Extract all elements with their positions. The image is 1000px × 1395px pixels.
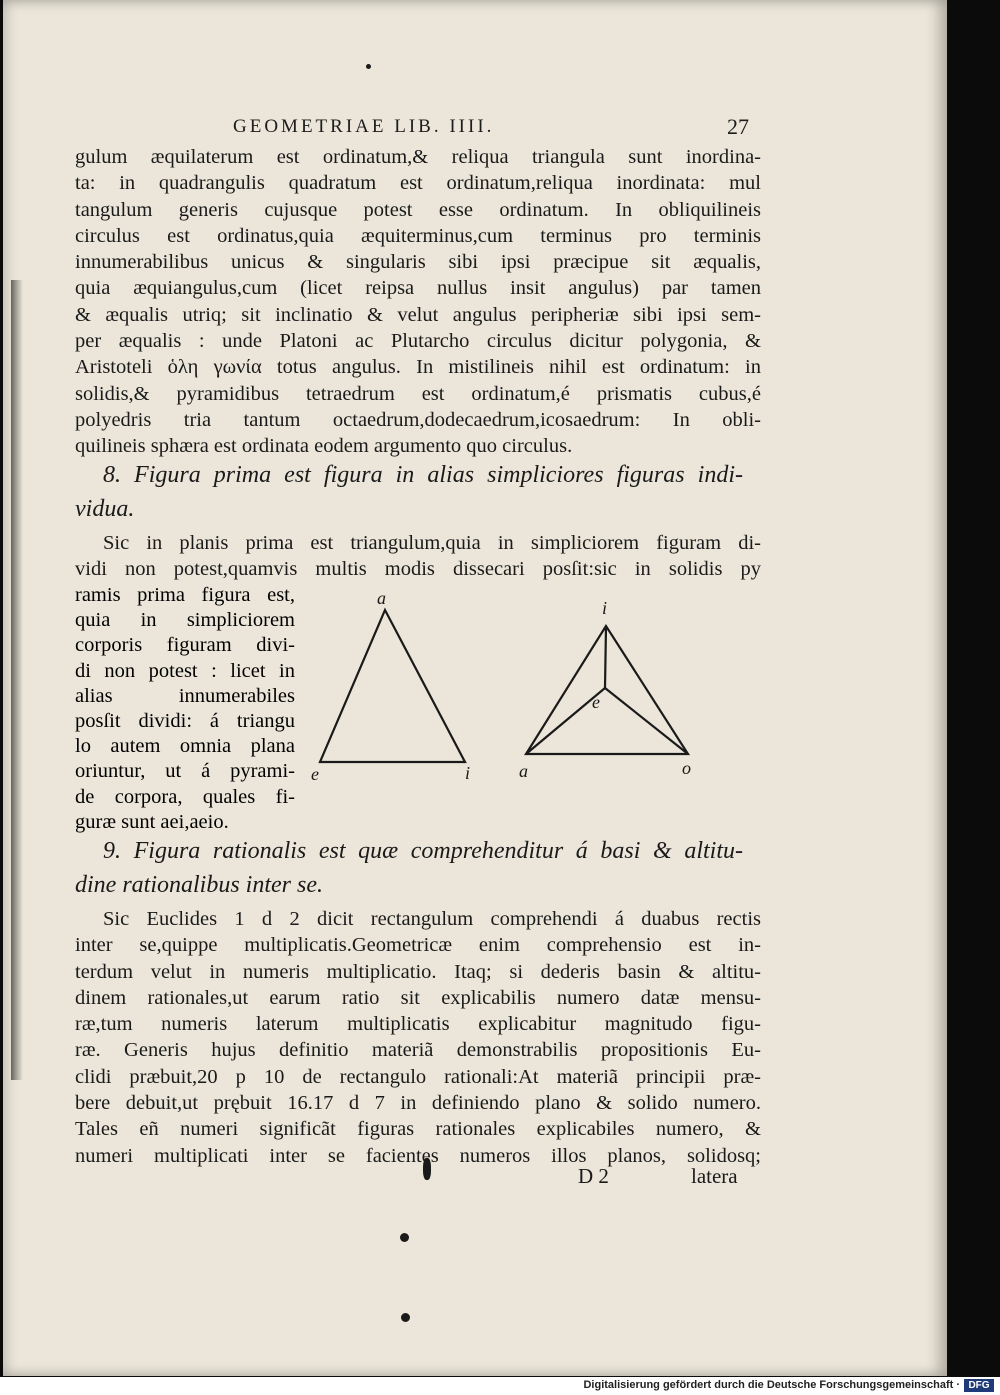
text-line: inter se,quippe multiplicatis.Geometricæ enim comprehensio est in-	[75, 934, 761, 957]
paragraph-8-intro	[75, 530, 761, 583]
text-line: ræ. Generis hujus definitio materiã demonstrabilis propositionis Eu-	[75, 1039, 761, 1062]
ink-speck	[401, 1313, 410, 1322]
paragraph-top	[75, 144, 761, 460]
text-line: Tales eñ numeri significãt figuras rationales explicabiles numero, &	[75, 1118, 761, 1141]
page-number: 27	[727, 114, 749, 139]
signature-mark: D 2	[578, 1164, 609, 1188]
text-line: ta: in quadrangulis quadratum est ordinatum,reliqua inordinata: mul	[75, 172, 761, 195]
digitization-footer	[0, 1377, 1000, 1395]
text-line: guræ sunt aei,aeio.	[75, 810, 229, 833]
page-gutter-shadow	[11, 280, 23, 1080]
book-page	[3, 0, 947, 1376]
definition-9	[75, 834, 743, 902]
text-line: numeri multiplicati inter se facientes numeros illos planos, solidosq;	[75, 1144, 761, 1167]
dfg-logo: DFG	[964, 1379, 994, 1392]
definition-8	[75, 458, 743, 526]
text-line: Aristoteli ὁλη γωνία totus angulus. In mistilineis nihil est ordinatum: in	[75, 356, 761, 379]
text-line: bere debuit,ut prębuit 16.17 d 7 in definiendo plano & solido numero.	[75, 1092, 761, 1115]
text-line: Sic in planis prima est triangulum,quia in simpliciorem figuram di-	[103, 532, 761, 554]
definition-line: vidua.	[75, 496, 135, 522]
definition-line: 9. Figura rationalis est quæ comprehenditur á basi & altitu-	[103, 838, 743, 864]
label-triangle-right: i	[465, 763, 471, 783]
paragraph-8-side	[75, 583, 295, 835]
running-head: GEOMETRIAE LIB. IIII.	[233, 116, 495, 137]
text-line: corporis figuram divi-	[75, 634, 295, 657]
text-line: solidis,& pyramidibus tetraedrum est ordinatum,é prismatis cubus,é	[75, 382, 761, 405]
text-line: alias innumerabiles	[75, 684, 295, 707]
label-triangle-apex: a	[377, 590, 386, 608]
label-triangle-left: e	[311, 764, 319, 784]
text-line: per æqualis : unde Platoni ac Plutarcho circulus dicitur polygonia, &	[75, 330, 761, 353]
text-line: vidi non potest,quamvis multis modis dissecari posſit:sic in solidis py	[75, 558, 761, 581]
text-line: posſit dividi: á triangu	[75, 710, 295, 733]
text-line: innumerabilibus unicus & singularis sibi ipsi præcipue sit æqualis,	[75, 251, 761, 274]
text-line: quia æquiangulus,cum (licet reipsa nullus insit angulus) par tamen	[75, 277, 761, 300]
text-line: di non potest : licet in	[75, 659, 295, 682]
definition-line: 8. Figura prima est figura in alias simpliciores figuras indi-	[103, 462, 743, 488]
text-line: polyedris tria tantum octaedrum,dodecaedrum,icosaedrum: In obli-	[75, 408, 761, 431]
geometry-figures	[303, 590, 723, 800]
footer-credit: Digitalisierung gefördert durch die Deutsche Forschungsgemeinschaft ·	[583, 1379, 960, 1391]
text-line: quilineis sphæra est ordinata eodem argumento quo circulus.	[75, 435, 573, 458]
text-line: Sic Euclides 1 d 2 dicit rectangulum comprehendi á duabus rectis	[103, 908, 761, 930]
text-line: tangulum generis cujusque potest esse ordinatum. In obliquilineis	[75, 198, 761, 221]
catchword: latera	[691, 1164, 738, 1188]
pyramid-figure	[526, 626, 688, 754]
text-line: clidi præbuit,20 p 10 de rectangulo rationali:At materiã principii præ-	[75, 1065, 761, 1088]
text-line: ræ,tum numeris laterum multiplicatis explicabitur magnitudo figu-	[75, 1013, 761, 1036]
text-line: de corpora, quales fi-	[75, 785, 295, 808]
ink-speck	[400, 1233, 409, 1242]
triangle-figure	[320, 610, 465, 762]
label-pyramid-apex: i	[602, 598, 608, 618]
label-pyramid-left: a	[519, 761, 528, 781]
definition-line: dine rationalibus inter se.	[75, 872, 323, 898]
label-pyramid-center: e	[592, 692, 600, 712]
text-line: gulum æquilaterum est ordinatum,& reliqua triangula sunt inordina-	[75, 146, 761, 168]
paragraph-9	[75, 906, 761, 1169]
text-line: lo autem omnia plana	[75, 735, 295, 758]
text-line: & æqualis utriq; sit inclinatio & velut angulus peripheriæ sibi ipsi sem-	[75, 303, 761, 326]
text-line: dinem rationales,ut earum ratio sit explicabilis numero datæ mensu-	[75, 986, 761, 1009]
label-pyramid-right: o	[682, 758, 691, 778]
text-line: oriuntur, ut á pyrami-	[75, 760, 295, 783]
text-line: terdum velut in numeris multiplicatio. Itaq; si dederis basin & altitu-	[75, 960, 761, 983]
text-line: circulus est ordinatus,quia æquiterminus,cum terminus pro terminis	[75, 224, 761, 247]
ink-speck	[366, 64, 371, 69]
text-line: ramis prima figura est,	[75, 584, 295, 606]
text-line: quia in simpliciorem	[75, 609, 295, 632]
